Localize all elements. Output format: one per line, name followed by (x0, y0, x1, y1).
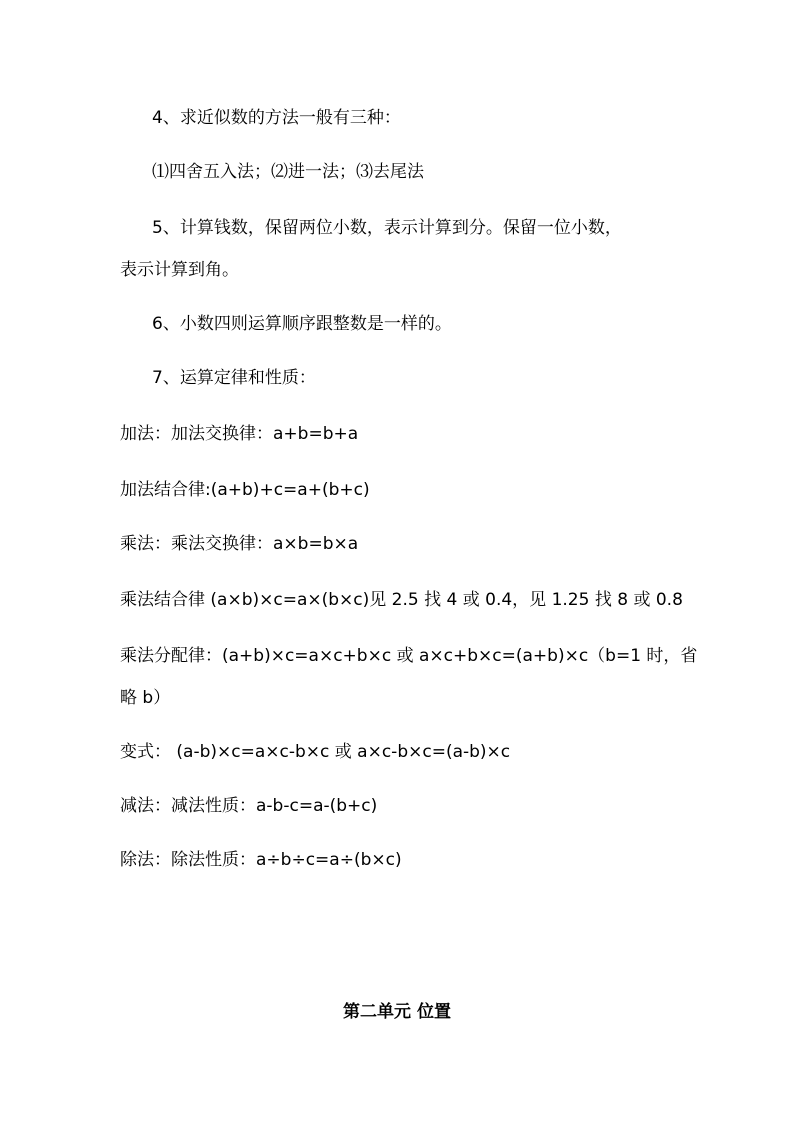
addition-associative-law: 加法结合律:(a+b)+c=a+(b+c) (120, 480, 370, 500)
division-property: 除法：除法性质：a÷b÷c=a÷(b×c) (120, 850, 402, 870)
paragraph-5-line-2: 表示计算到角。 (120, 260, 239, 280)
distributive-law-line-1: 乘法分配律：(a+b)×c=a×c+b×c 或 a×c+b×c=(a+b)×c（b=1 时，省 (120, 646, 698, 666)
addition-commutative-law: 加法：加法交换律：a+b=b+a (120, 424, 359, 444)
distributive-law-line-2: 略 b） (120, 688, 171, 708)
multiplication-associative-law: 乘法结合律 (a×b)×c=a×(b×c)见 2.5 找 4 或 0.4，见 1.25 找 8 或 0.8 (120, 590, 683, 610)
paragraph-5-line-1: 5、计算钱数，保留两位小数，表示计算到分。保留一位小数， (152, 218, 622, 238)
distributive-variant: 变式： (a-b)×c=a×c-b×c 或 a×c-b×c=(a-b)×c (120, 742, 511, 762)
subtraction-property: 减法：减法性质：a-b-c=a-(b+c) (120, 796, 378, 816)
section-heading: 第二单元 位置 (343, 1002, 451, 1022)
paragraph-7-title: 7、运算定律和性质： (152, 368, 316, 388)
paragraph-4-title: 4、求近似数的方法一般有三种： (152, 108, 401, 128)
paragraph-6: 6、小数四则运算顺序跟整数是一样的。 (152, 314, 452, 334)
multiplication-commutative-law: 乘法：乘法交换律：a×b=b×a (120, 534, 359, 554)
rounding-methods: ⑴四舍五入法；⑵进一法；⑶去尾法 (152, 162, 424, 182)
